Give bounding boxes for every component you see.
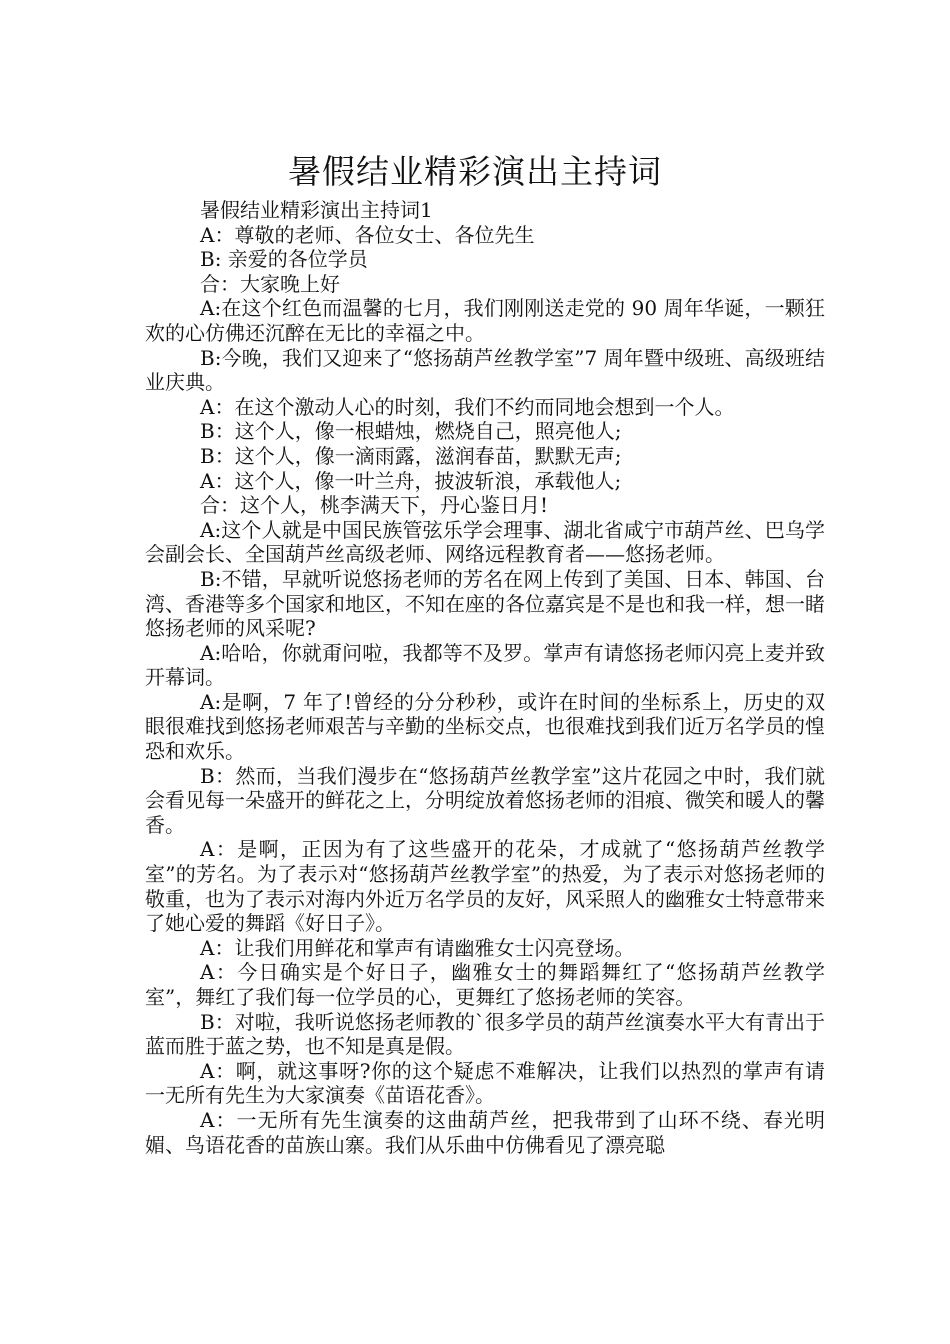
paragraph: B：这个人，像一滴雨露，滋润春苗，默默无声;: [200, 443, 622, 468]
paragraph: A：今日确实是个好日子，幽雅女士的舞蹈舞红了“悠扬葫芦丝教学室”，舞红了我们每一位学员的心，更舞红了悠扬老师的笑容。: [145, 960, 825, 1009]
paragraph: B: 亲爱的各位学员: [200, 247, 368, 272]
paragraph: A:是啊，7 年了!曾经的分分秒秒，或许在时间的坐标系上，历史的双眼很难找到悠扬老师艰苦与辛勤的坐标交点，也很难找到我们近万名学员的惶恐和欢乐。: [145, 689, 825, 764]
document-body: [145, 198, 825, 1157]
paragraph: A：在这个激动人心的时刻，我们不约而同地会想到一个人。: [200, 394, 735, 419]
paragraph: 合：这个人，桃李满天下，丹心鉴日月!: [200, 493, 549, 518]
paragraph: A：啊，就这事呀?你的这个疑虑不难解决，让我们以热烈的掌声有请一无所有先生为大家演奏《苗语花香》。: [145, 1058, 825, 1108]
paragraph: A:这个人就是中国民族管弦乐学会理事、湖北省咸宁市葫芦丝、巴乌学会副会长、全国葫芦丝高级老师、网络远程教育者——悠扬老师。: [145, 517, 825, 567]
paragraph: 暑假结业精彩演出主持词1: [200, 198, 433, 222]
paragraph: A：一无所有先生演奏的这曲葫芦丝，把我带到了山环不绕、春光明媚、鸟语花香的苗族山寨。我们从乐曲中仿佛看见了漂亮聪: [145, 1107, 825, 1157]
paragraph: A：这个人，像一叶兰舟，披波斩浪，承载他人;: [200, 468, 622, 493]
paragraph: A：是啊，正因为有了这些盛开的花朵，才成就了“悠扬葫芦丝教学室”的芳名。为了表示对“悠扬葫芦丝教学室”的热爱，为了表示对悠扬老师的敬重，也为了表示对海内外近万名学员的友好，风采照人的幽雅女士特意带来了她心爱的舞蹈《好日子》。: [145, 837, 825, 936]
paragraph: A:在这个红色而温馨的七月，我们刚刚送走党的 90 周年华诞，一颗狂欢的心仿佛还沉醉在无比的幸福之中。: [145, 296, 825, 345]
paragraph: B：这个人，像一根蜡烛，燃烧自己，照亮他人;: [200, 419, 622, 444]
paragraph: B：然而，当我们漫步在“悠扬葫芦丝教学室”这片花园之中时，我们就会看见每一朵盛开的鲜花之上，分明绽放着悠扬老师的泪痕、微笑和暖人的馨香。: [145, 763, 825, 837]
paragraph: 合：大家晚上好: [200, 271, 340, 296]
paragraph: B:不错，早就听说悠扬老师的芳名在网上传到了美国、日本、韩国、台湾、香港等多个国家和地区，不知在座的各位嘉宾是不是也和我一样，想一睹悠扬老师的风采呢?: [145, 566, 825, 641]
paragraph: A：让我们用鲜花和掌声有请幽雅女士闪亮登场。: [200, 935, 635, 960]
paragraph: A:哈哈，你就甭问啦，我都等不及罗。掌声有请悠扬老师闪亮上麦并致开幕词。: [145, 640, 825, 690]
paragraph: B:今晚，我们又迎来了“悠扬葫芦丝教学室”7 周年暨中级班、高级班结业庆典。: [145, 345, 825, 395]
page-title: 暑假结业精彩演出主持词: [288, 152, 662, 192]
paragraph: A：尊敬的老师、各位女士、各位先生: [200, 222, 535, 247]
paragraph: B：对啦，我听说悠扬老师教的`很多学员的葫芦丝演奏水平大有青出于蓝而胜于蓝之势，也不知是真是假。: [145, 1009, 825, 1059]
